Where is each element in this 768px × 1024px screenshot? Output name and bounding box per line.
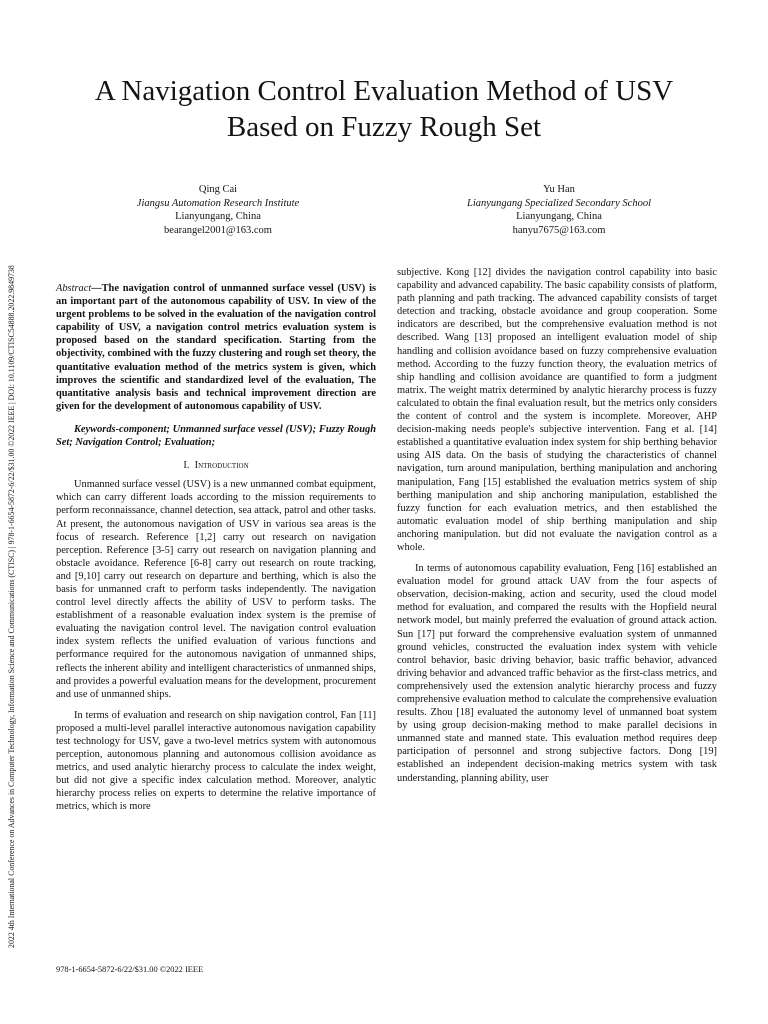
side-note — [4, 64, 20, 964]
title-line-2: Based on Fuzzy Rough Set — [226, 111, 542, 143]
body-paragraph: In terms of evaluation and research on ship navigation control, Fan [11] proposed a multi-level parallel interactive autonomous navigation capability test technology for USV, gave a two-level metrics system with autonomous perception, autonomous planning and autonomous collision avoidance as metrics, and used analytic hierarchy process to calculate the index weight, but did not give a specific index calculation method. Moreover, analytic hierarchy process relies on experts to determine the relative importance of metrics, which is more — [56, 709, 376, 813]
paper-title — [40, 73, 728, 145]
body-paragraph: Unmanned surface vessel (USV) is a new unmanned combat equipment, which can carry different loads according to the mission requirements to perform reconnaissance, channel detection, sea attack, patrol and other tasks. At present, the autonomous navigation of USV in various sea areas is the focus of research. Reference [1,2] carry out research on navigation perception. Reference [3-5] carry out research on navigation planning and obstacle avoidance. Reference [6-8] carry out research on route tracking, and [9,10] carry out research on departure and berthing, which is also the basis for unmanned craft to perform tasks independently. The navigation control level directly affects the ability of USV to perform tasks. The establishment of a reasonable evaluation index system is the premise of evaluating the navigation control level. The navigation control evaluation index system reflects the unified evaluation of various functions and performance required for the autonomous navigation of unmanned ships, reflects the inherent ability and intelligent characteristics of unmanned ships, and provides a powerful evaluation means for the development, procurement and use of unmanned ships. — [56, 479, 376, 700]
author-email: bearangel2001@163.com — [164, 224, 272, 236]
author-name: Qing Cai — [198, 184, 238, 195]
author-city: Lianyungang, China — [175, 211, 261, 222]
section-number: I. — [183, 460, 190, 472]
abstract — [56, 282, 376, 413]
author-city: Lianyungang, China — [516, 211, 602, 222]
author-email: hanyu7675@163.com — [512, 224, 606, 236]
keywords: Keywords-component; Unmanned surface vessel (USV); Fuzzy Rough Set; Navigation Control; Evaluation; — [56, 423, 376, 449]
author-affiliation: Jiangsu Automation Research Institute — [136, 197, 300, 209]
right-column — [397, 266, 717, 785]
author-name: Yu Han — [543, 184, 575, 195]
author-block-2 — [409, 183, 709, 237]
left-column — [56, 266, 376, 814]
footer-copyright: 978-1-6654-5872-6/22/$31.00 ©2022 IEEE — [56, 965, 204, 974]
author-block-1 — [68, 183, 368, 237]
section-heading — [56, 459, 376, 472]
abstract-label: Abstract — [56, 283, 92, 294]
body-paragraph: In terms of autonomous capability evaluation, Feng [16] established an evaluation model for ground attack UAV from the four aspects of observation, decision-making, action and security, used the cloud model method for evaluation, and compared the results with the Hopfield neural network model, but mainly preferred the evaluation of ground attack action. Sun [17] put forward the comprehensive evaluation system of unmanned ground vehicles, constructed the evaluation index system with vehicle control behavior, basic driving behavior, basic traffic behavior, advanced driving behavior and advanced traffic behavior as the first-class metrics, and comprehensively used the extension analytic hierarchy process and fuzzy comprehensive evaluation method to calculate the comprehensive evaluation results. Zhou [18] evaluated the autonomy level of unmanned boat system by using group decision-making method to make parallel decisions in unmanned state and manned state. This evaluation method requires deep participation of personnel and strong subjective factors. Dong [19] established an independent decision-making metrics system with task understanding, planning ability, user — [397, 563, 717, 784]
body-paragraph: subjective. Kong [12] divides the navigation control capability into basic capability and advanced capability. The basic capability consists of platform, path planning and path tracking. The advanced capability consists of target detection and tracking, obstacle avoidance and group cooperation. Some indicators are described, but the comprehensive evaluation method is not described. Wang [13] proposed an intelligent evaluation model of ship handling and collision avoidance based on fuzzy comprehensive evaluation method. According to the fuzzy function theory, the evaluation metrics of ship handling and collision avoidance are quantified to form a judgment matrix. The weight matrix determined by analytic hierarchy process is fuzzy calculated to obtain the final evaluation result, but the metrics only considers the content of control and the system is incomplete. Moreover, AHP decision-making needs people's subjective intervention. Fang et al. [14] established a quantitative evaluation index system for ship berthing behavior using AIS data. On the basis of studying the characteristics of channel navigation, turn around manipulation, berthing manipulation and anchoring manipulation, Fang [15] established the evaluation metrics system of ship berthing manipulation and ship anchoring manipulation, established the fuzzy function for each evaluation metrics, and then established the automatic evaluation model of ship berthing manipulation and ship anchoring manipulation. but did not evaluate the navigation control as a whole. — [397, 267, 717, 553]
section-title: Introduction — [194, 460, 249, 472]
title-line-1: A Navigation Control Evaluation Method of USV — [94, 75, 674, 107]
conference-doi-note: 2022 4th International Conference on Advances in Computer Technology, Information Science and Communications (CTISC) | 978-1-6654-5872-6/22/$31.00 ©2022 IEEE | DOI: 10.1109/CTISC54888.2022.9849738 — [7, 265, 16, 948]
author-affiliation: Lianyungang Specialized Secondary School — [466, 197, 651, 209]
abstract-text: —The navigation control of unmanned surface vessel (USV) is an important part of the autonomous capability of USV. In view of the urgent problems to be solved in the evaluation of the navigation control capability of USV, a navigation control metrics evaluation system is proposed based on the standard specification. Starting from the objectivity, combined with the fuzzy clustering and rough set theory, the quantitative evaluation method of the metrics system is given, which improves the scientific and standardized level of the evaluation, The quantitative analysis basis and technical improvement direction are given for the development of autonomous capability of USV. — [56, 283, 376, 412]
